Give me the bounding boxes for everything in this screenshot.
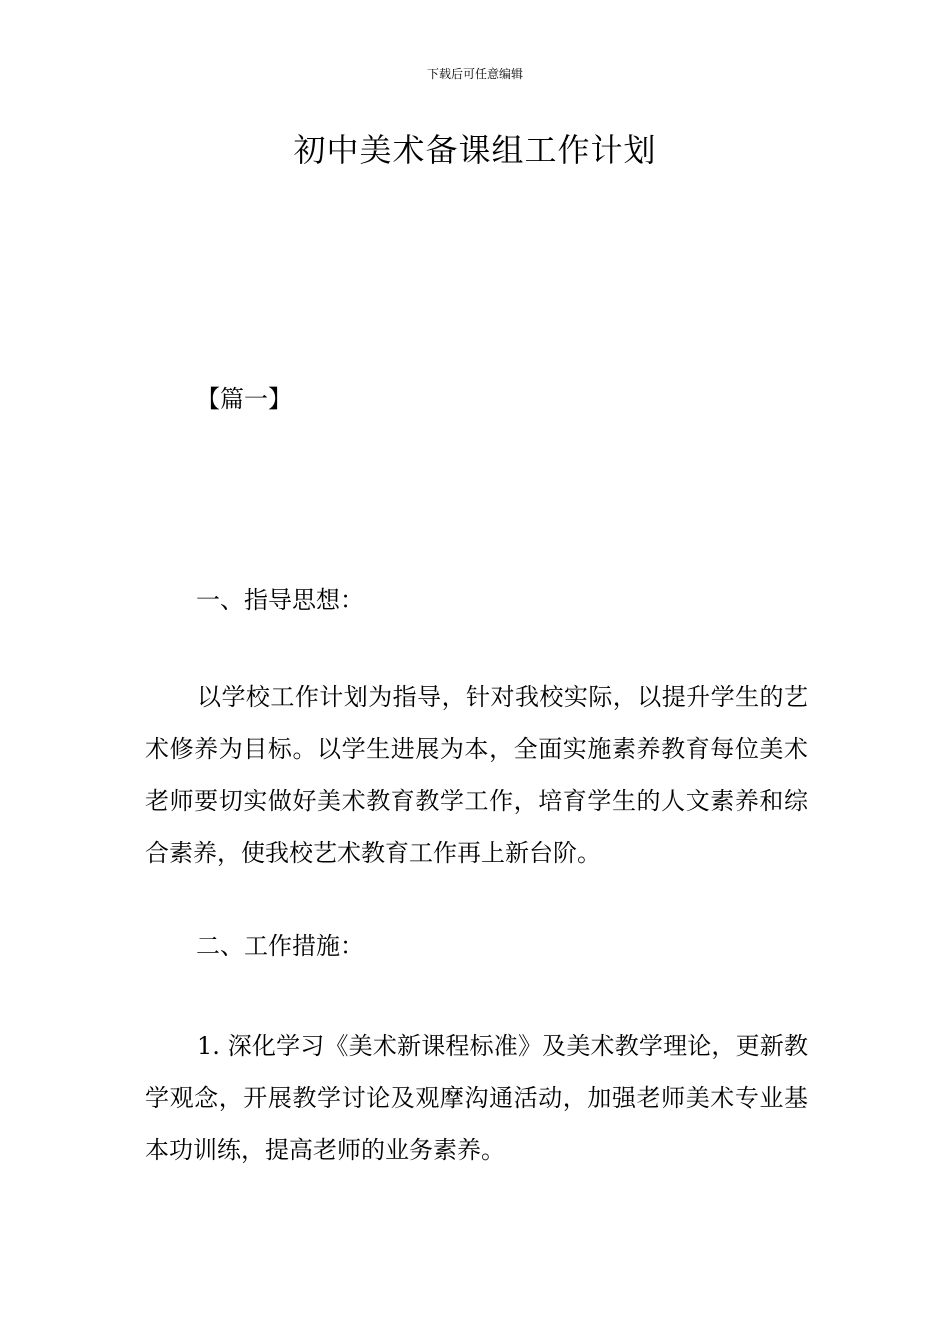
paragraph-measure-1: 1. 深化学习《美术新课程标准》及美术教学理论，更新教学观念，开展教学讨论及观摩沟通活动，加强老师美术专业基本功训练，提高老师的业务素养。: [145, 1032, 808, 1164]
document-title: 初中美术备课组工作计划: [293, 131, 657, 169]
header-note: 下载后可任意编辑: [426, 67, 523, 81]
paragraph-guiding-thought: 以学校工作计划为指导，针对我校实际，以提升学生的艺术修养为目标。以学生进展为本，全面实施素养教育每位美术老师要切实做好美术教育教学工作，培育学生的人文素养和综合素养，使我校艺术教育工作再上新台阶。: [145, 683, 808, 867]
heading-work-measures: 二、工作措施：: [196, 932, 364, 960]
heading-guiding-thought: 一、指导思想：: [196, 586, 364, 614]
section-tag: 【篇一】: [196, 385, 292, 413]
